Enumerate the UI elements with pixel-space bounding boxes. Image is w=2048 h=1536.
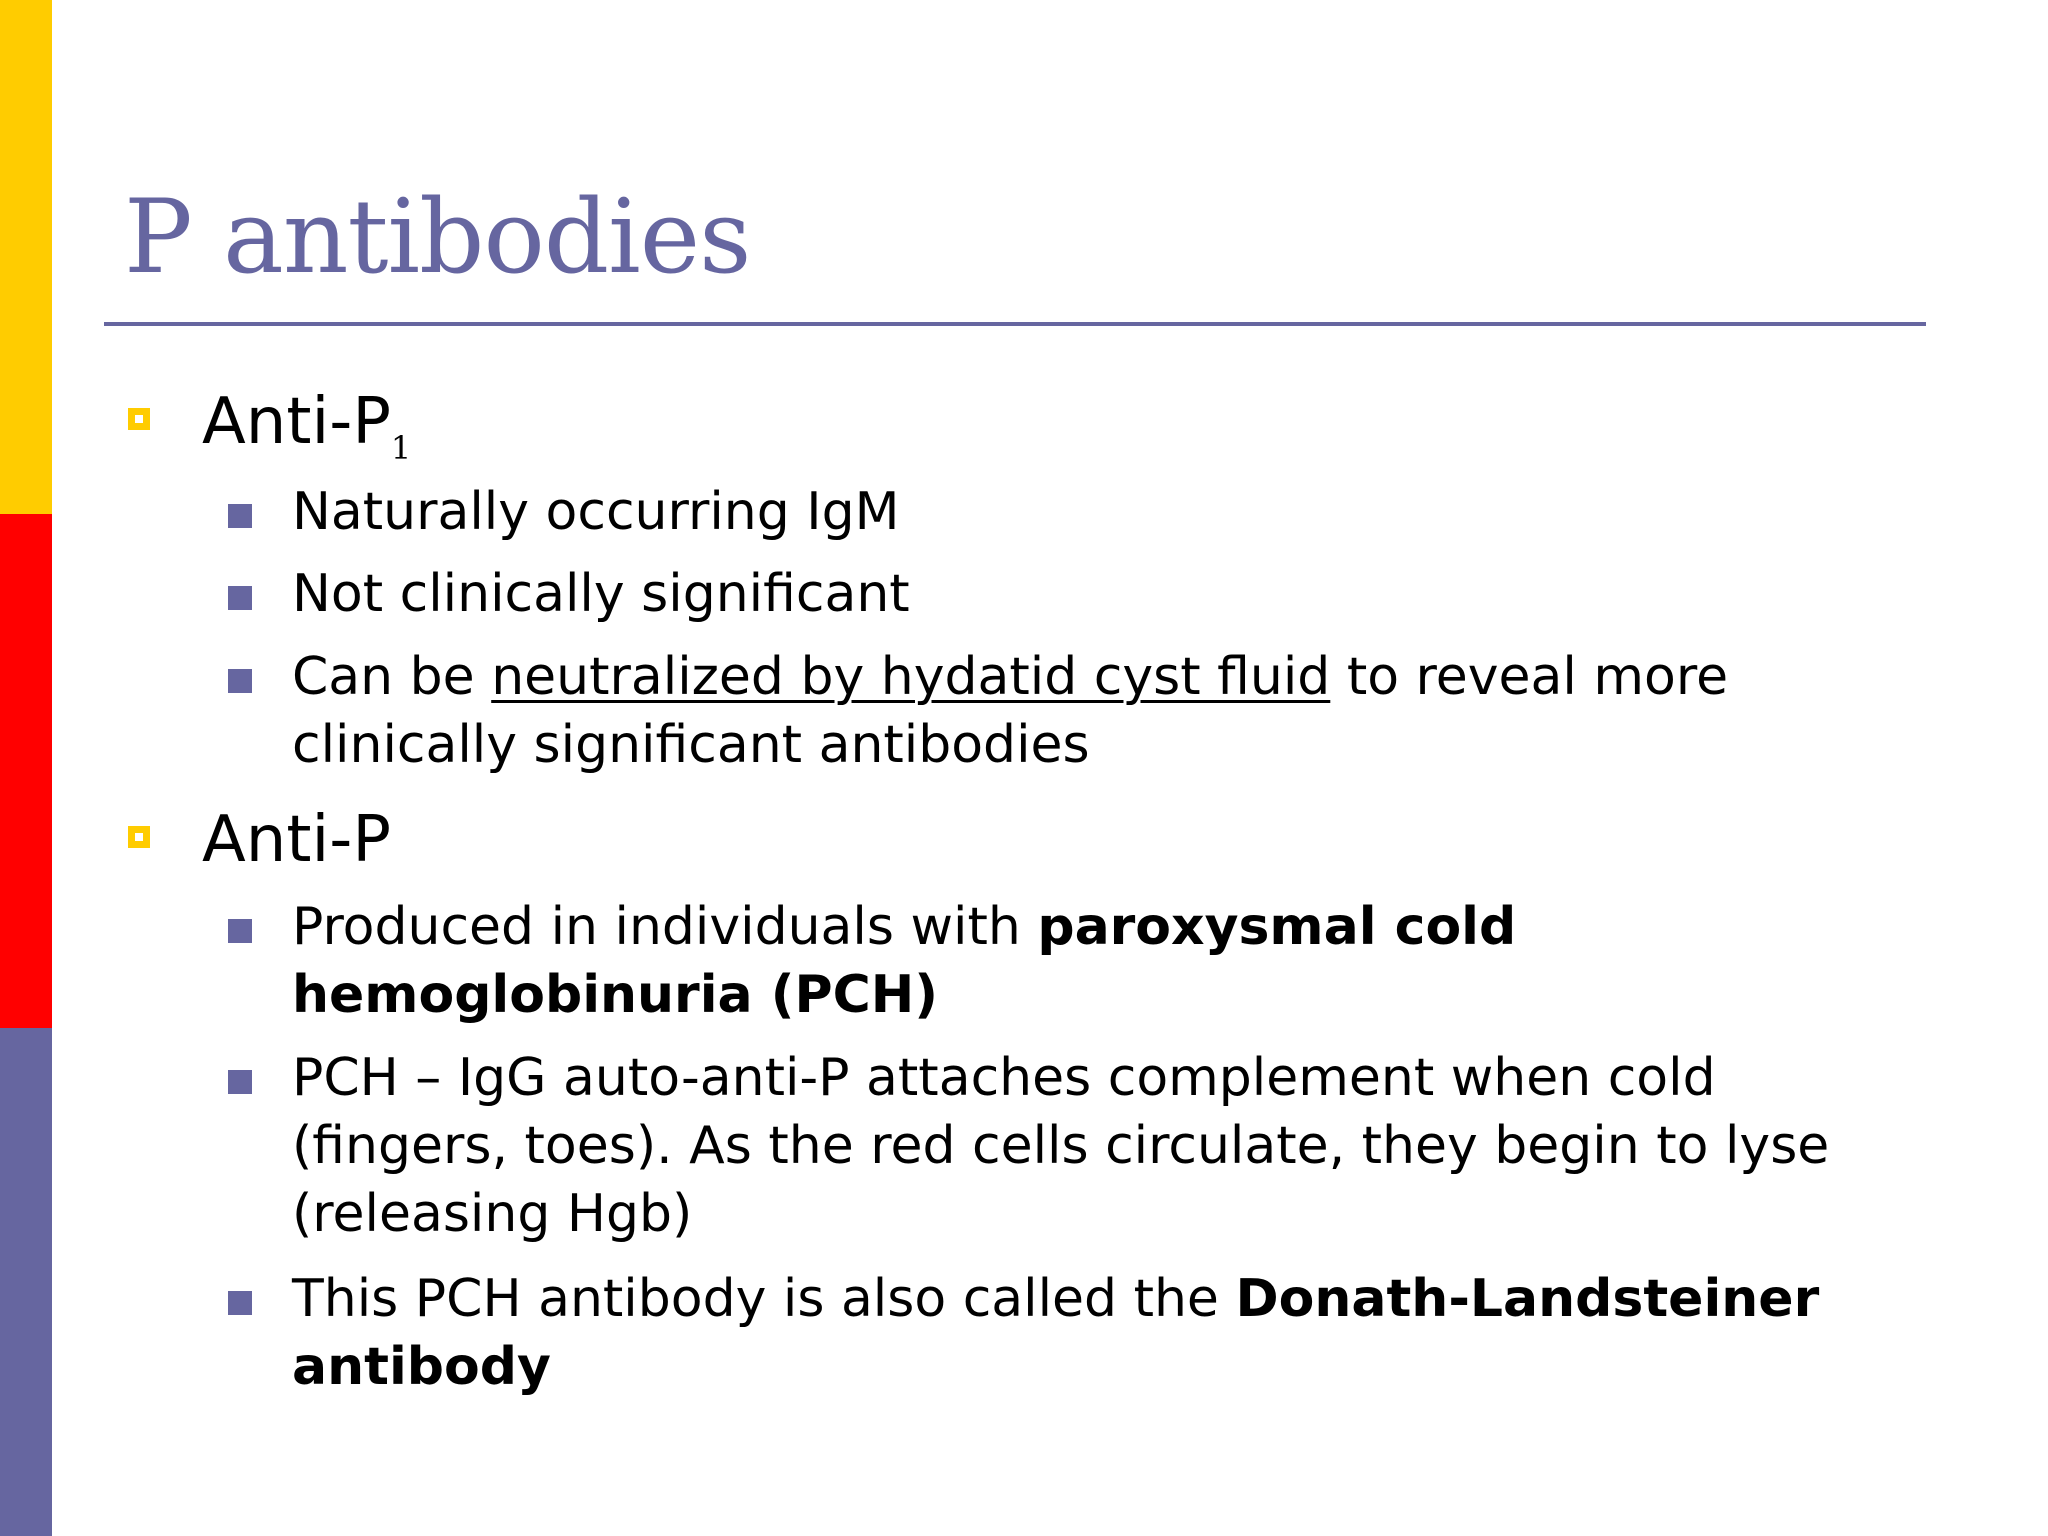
list-item — [228, 1265, 1898, 1401]
accent-bar-yellow — [0, 0, 52, 514]
list-item-text: Can be — [292, 647, 492, 707]
list-item — [228, 643, 1898, 779]
section-heading-text: Anti-P — [202, 803, 391, 877]
list-item — [228, 478, 1898, 546]
list-item — [228, 560, 1898, 628]
accent-bar-blue — [0, 1028, 52, 1536]
square-bullet-icon — [228, 1070, 252, 1094]
section-heading-subscript: 1 — [390, 429, 412, 467]
square-bullet-icon — [228, 586, 252, 610]
list-item — [228, 1044, 1898, 1248]
title-underline-rule — [104, 322, 1926, 326]
square-bullet-icon — [228, 669, 252, 693]
list-item — [228, 893, 1898, 1029]
bold-phrase: Donath-Landsteiner antibody — [292, 1269, 1820, 1397]
slide-title: P antibodies — [124, 178, 751, 297]
list-item-text: Naturally occurring IgM — [292, 482, 900, 542]
list-item-text: to reveal more clinically significant antibodies — [292, 647, 1729, 775]
bold-phrase: paroxysmal cold hemoglobinuria (PCH) — [292, 897, 1517, 1025]
square-bullet-icon — [228, 504, 252, 528]
accent-bar-red — [0, 514, 52, 1028]
underlined-phrase: neutralized by hydatid cyst fluid — [491, 647, 1331, 707]
square-bullet-icon — [228, 919, 252, 943]
list-item-text: PCH – IgG auto-anti-P attaches complement when cold (fingers, toes). As the red cells circulate, they begin to lyse (releasing Hgb) — [292, 1048, 1830, 1244]
list-item-text: This PCH antibody is also called the — [292, 1269, 1236, 1329]
list-item-text: Produced in individuals with — [292, 897, 1038, 957]
hollow-square-bullet-icon — [128, 408, 150, 430]
section-heading-text: Anti-P — [202, 385, 391, 459]
hollow-square-bullet-icon — [128, 826, 150, 848]
list-item-text: Not clinically significant — [292, 564, 910, 624]
square-bullet-icon — [228, 1291, 252, 1315]
